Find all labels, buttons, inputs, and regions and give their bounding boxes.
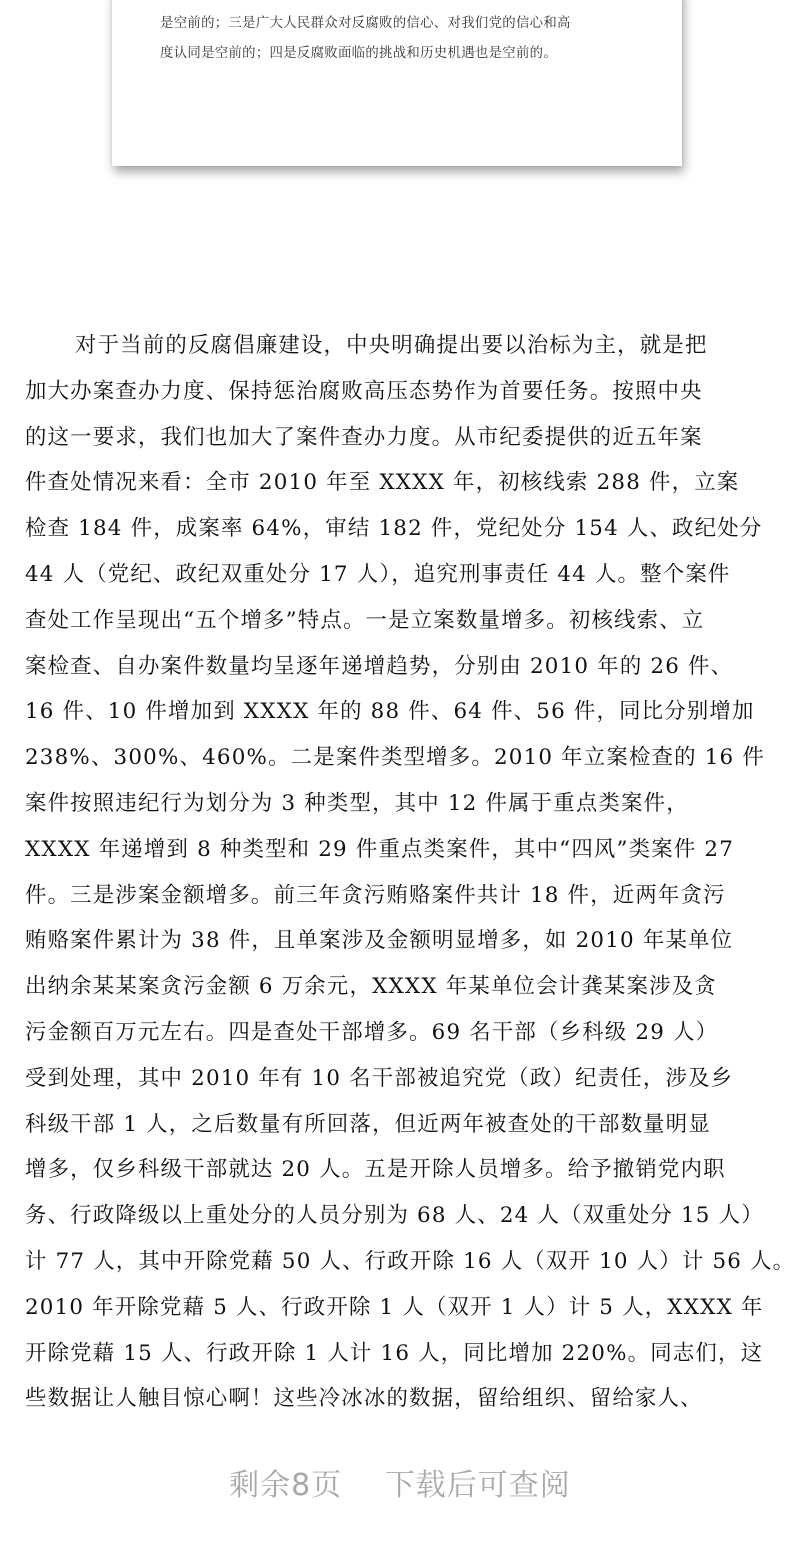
paragraph-line: 的这一要求，我们也加大了案件查办力度。从市纪委提供的近五年案 — [25, 424, 703, 450]
paragraph-line: 科级干部 1 人，之后数量有所回落，但近两年被查处的干部数量明显 — [25, 1111, 711, 1137]
paragraph-line: 检查 184 件，成案率 64%，审结 182 件，党纪处分 154 人、政纪处分 — [25, 516, 763, 542]
paragraph-line: 受到处理，其中 2010 年有 10 名干部被追究党（政）纪责任，涉及乡 — [25, 1065, 734, 1091]
paragraph-line: 案检查、自办案件数量均呈逐年递增趋势，分别由 2010 年的 26 件、 — [25, 653, 734, 679]
paragraph-line: 16 件、10 件增加到 XXXX 年的 88 件、64 件、56 件，同比分别增加 — [25, 699, 755, 725]
paragraph-line: 2010 年开除党藉 5 人、行政开除 1 人（双开 1 人）计 5 人，XXXX 年 — [25, 1294, 764, 1320]
paragraph-line: 计 77 人，其中开除党藉 50 人、行政开除 16 人（双开 10 人）计 56 人。 — [25, 1248, 796, 1274]
paragraph-line: 查处工作呈现出“五个增多”特点。一是立案数量增多。初核线索、立 — [25, 607, 705, 633]
paragraph-line: 44 人（党纪、政纪双重处分 17 人），追究刑事责任 44 人。整个案件 — [25, 561, 731, 587]
paragraph-line: 出纳余某某案贪污金额 6 万余元，XXXX 年某单位会计龚某案涉及贪 — [25, 974, 717, 1000]
paragraph-line: 贿赂案件累计为 38 件，且单案涉及金额明显增多，如 2010 年某单位 — [25, 928, 734, 954]
paragraph-line: 些数据让人触目惊心啊！这些冷冰冰的数据，留给组织、留给家人、 — [25, 1386, 703, 1412]
download-banner[interactable] — [0, 1460, 800, 1504]
remaining-pages-label: 剩余8页 — [229, 1468, 343, 1503]
quote-line: 度认同是空前的；四是反腐败面临的挑战和历史机遇也是空前的。 — [160, 46, 558, 61]
paragraph-line: 件查处情况来看：全市 2010 年至 XXXX 年，初核线索 288 件，立案 — [25, 470, 740, 496]
paragraph-line: 件。三是涉案金额增多。前三年贪污贿赂案件共计 18 件，近两年贪污 — [25, 882, 726, 908]
paragraph-line: 对于当前的反腐倡廉建设，中央明确提出要以治标为主，就是把 — [75, 333, 708, 358]
paragraph-line: 增多，仅乡科级干部就达 20 人。五是开除人员增多。给予撤销党内职 — [25, 1157, 726, 1183]
paragraph-line: 238%、300%、460%。二是案件类型增多。2010 年立案检查的 16 件 — [25, 745, 765, 771]
paragraph-line: 污金额百万元左右。四是查处干部增多。69 名干部（乡科级 29 人） — [25, 1019, 719, 1045]
paragraph-line: XXXX 年递增到 8 种类型和 29 件重点类案件，其中“四风”类案件 27 — [25, 836, 735, 862]
download-to-read-label[interactable]: 下载后可查阅 — [384, 1468, 571, 1503]
paragraph-line: 案件按照违纪行为划分为 3 种类型，其中 12 件属于重点类案件， — [25, 790, 689, 816]
paragraph-line: 加大办案查办力度、保持惩治腐败高压态势作为首要任务。按照中央 — [25, 378, 703, 404]
quote-line: 是空前的；三是广大人民群众对反腐败的信心、对我们党的信心和高 — [160, 16, 571, 31]
paragraph-line: 务、行政降级以上重处分的人员分别为 68 人、24 人（双重处分 15 人） — [25, 1203, 764, 1229]
quote-card — [112, 0, 682, 166]
paragraph-line: 开除党藉 15 人、行政开除 1 人计 16 人，同比增加 220%。同志们，这 — [25, 1340, 764, 1366]
main-paragraph — [25, 320, 796, 1419]
